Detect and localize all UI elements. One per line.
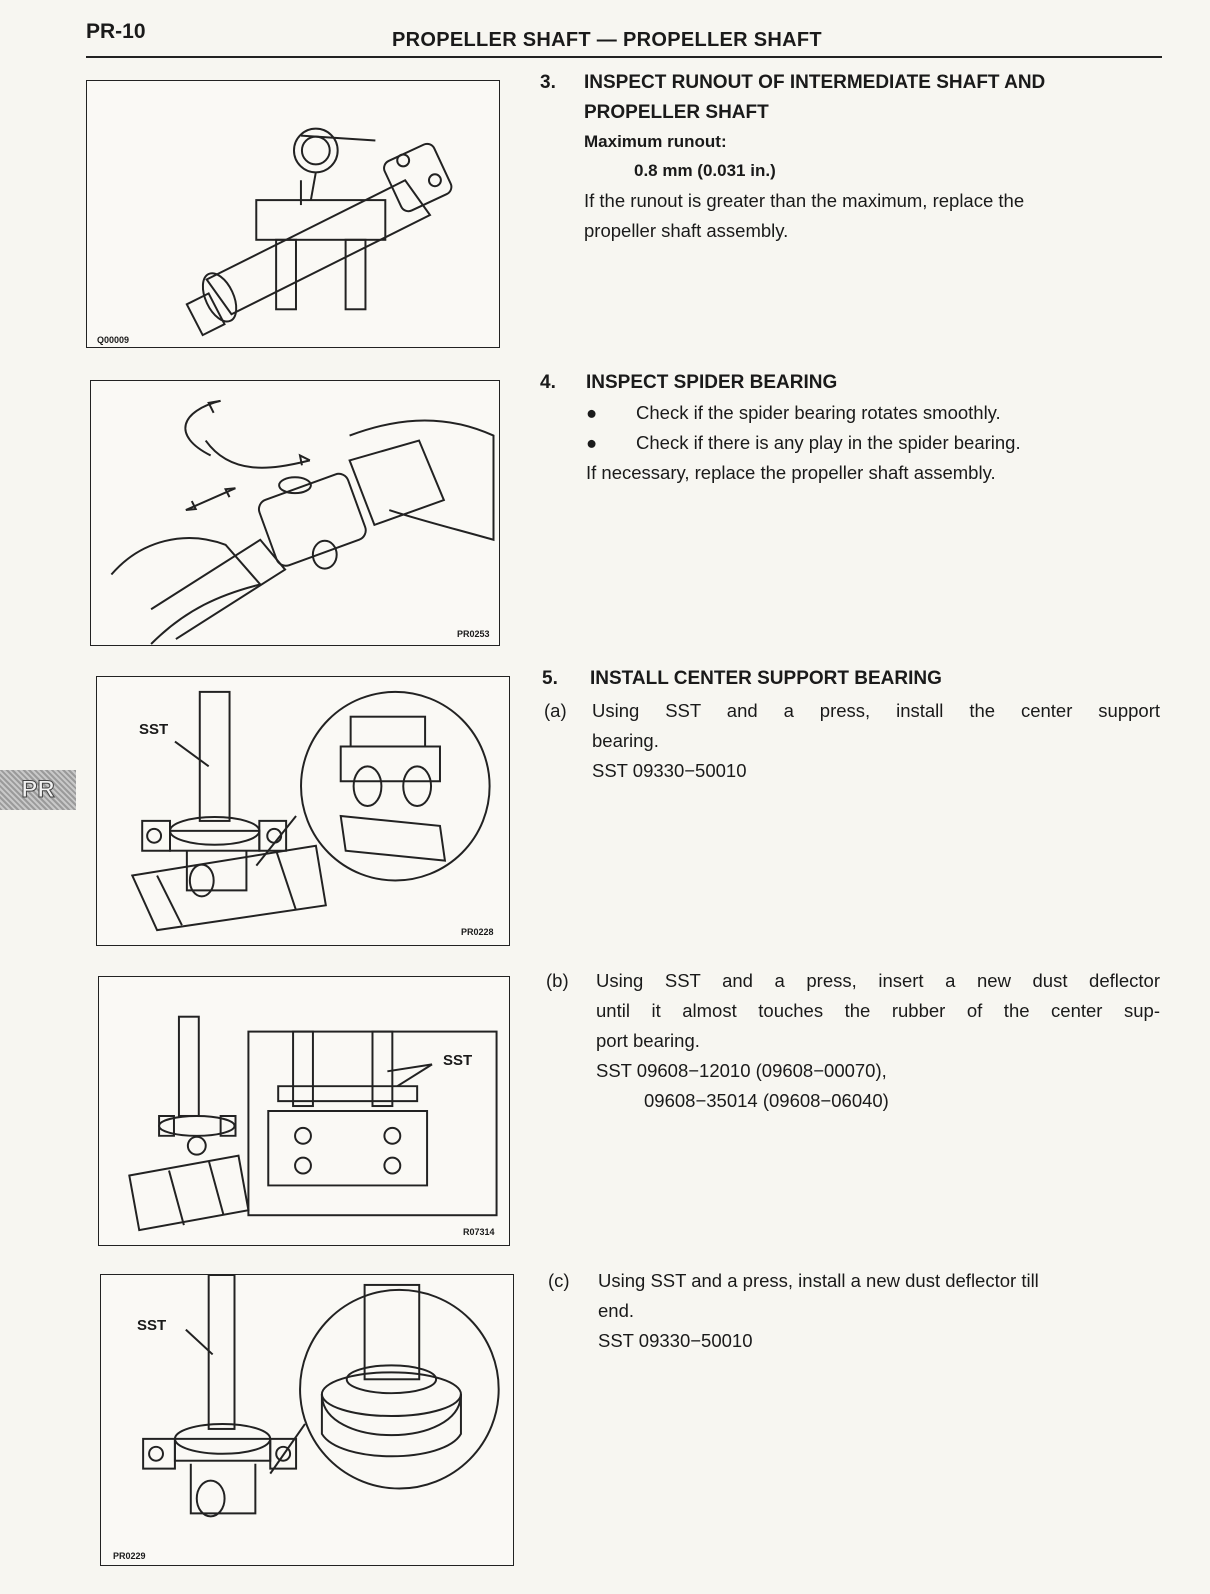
figure-code: Q00009 [97, 335, 130, 345]
bullet-icon: ● [586, 402, 598, 423]
step-number: 5. [542, 668, 558, 689]
step-3 [540, 68, 1160, 246]
bullet-item [586, 428, 1160, 458]
sub-text-cont: until it almost touches the rubber of the center sup- [596, 1000, 1160, 1021]
sst-label: SST [443, 1052, 473, 1069]
section-tab-label: PR [21, 776, 55, 803]
sub-text-cont: port bearing. [596, 1030, 700, 1051]
figure-center-bearing-install [96, 676, 510, 946]
step-5b [546, 966, 1160, 1116]
figure-code: PR0253 [457, 629, 490, 639]
step-5 [542, 664, 1162, 694]
sst-number: SST 09330−50010 [598, 1330, 753, 1351]
note-text: If necessary, replace the propeller shaft assembly. [586, 462, 996, 483]
bullet-text: Check if there is any play in the spider bearing. [636, 432, 1021, 453]
sub-letter: (c) [548, 1270, 570, 1291]
center-bearing-illustration [97, 677, 509, 945]
spider-bearing-illustration [91, 381, 499, 645]
step-number: 3. [540, 72, 556, 93]
sub-text: Using SST and a press, insert a new dust deflector [596, 970, 1160, 991]
header-divider [86, 56, 1162, 58]
sst-number-cont: 09608−35014 (09608−06040) [644, 1090, 889, 1111]
sub-text-cont: bearing. [592, 730, 659, 751]
sub-text-cont: end. [598, 1300, 635, 1321]
sst-label: SST [139, 721, 169, 738]
spec-value: 0.8 mm (0.031 in.) [634, 161, 776, 180]
step-title: INSPECT RUNOUT OF INTERMEDIATE SHAFT AND [584, 72, 1046, 93]
bullet-icon: ● [586, 432, 598, 453]
step-5c [548, 1266, 1162, 1356]
step-5a [544, 696, 1160, 786]
figure-code: R07314 [463, 1227, 495, 1237]
figure-code: PR0228 [461, 927, 494, 937]
note-text: If the runout is greater than the maximum, replace the [584, 190, 1025, 211]
note-text-cont: propeller shaft assembly. [584, 220, 789, 241]
section-tab [0, 770, 76, 810]
page-number: PR-10 [86, 20, 146, 43]
figure-dust-deflector-insert [98, 976, 510, 1246]
dust-deflector-illustration [99, 977, 509, 1245]
step-4 [540, 368, 1160, 488]
sst-label: SST [137, 1317, 167, 1334]
sub-letter: (a) [544, 700, 567, 721]
figure-runout-inspection [86, 80, 500, 348]
runout-illustration [87, 81, 499, 347]
sst-number: SST 09330−50010 [592, 760, 747, 781]
figure-code: PR0229 [113, 1551, 146, 1561]
sst-number: SST 09608−12010 (09608−00070), [596, 1060, 887, 1081]
spec-label: Maximum runout: [584, 132, 727, 151]
bullet-text: Check if the spider bearing rotates smoothly. [636, 402, 1001, 423]
step-number: 4. [540, 372, 556, 393]
sub-text: Using SST and a press, install the center support [592, 700, 1160, 721]
figure-dust-deflector-final [100, 1274, 514, 1566]
step-title: INSPECT SPIDER BEARING [586, 372, 838, 393]
figure-spider-bearing [90, 380, 500, 646]
bullet-item [586, 398, 1160, 428]
step-title: INSTALL CENTER SUPPORT BEARING [590, 668, 942, 689]
step-title-cont: PROPELLER SHAFT [584, 102, 769, 123]
page-title: PROPELLER SHAFT — PROPELLER SHAFT [392, 29, 822, 51]
sub-text: Using SST and a press, install a new dust deflector till [598, 1270, 1039, 1291]
sub-letter: (b) [546, 970, 569, 991]
